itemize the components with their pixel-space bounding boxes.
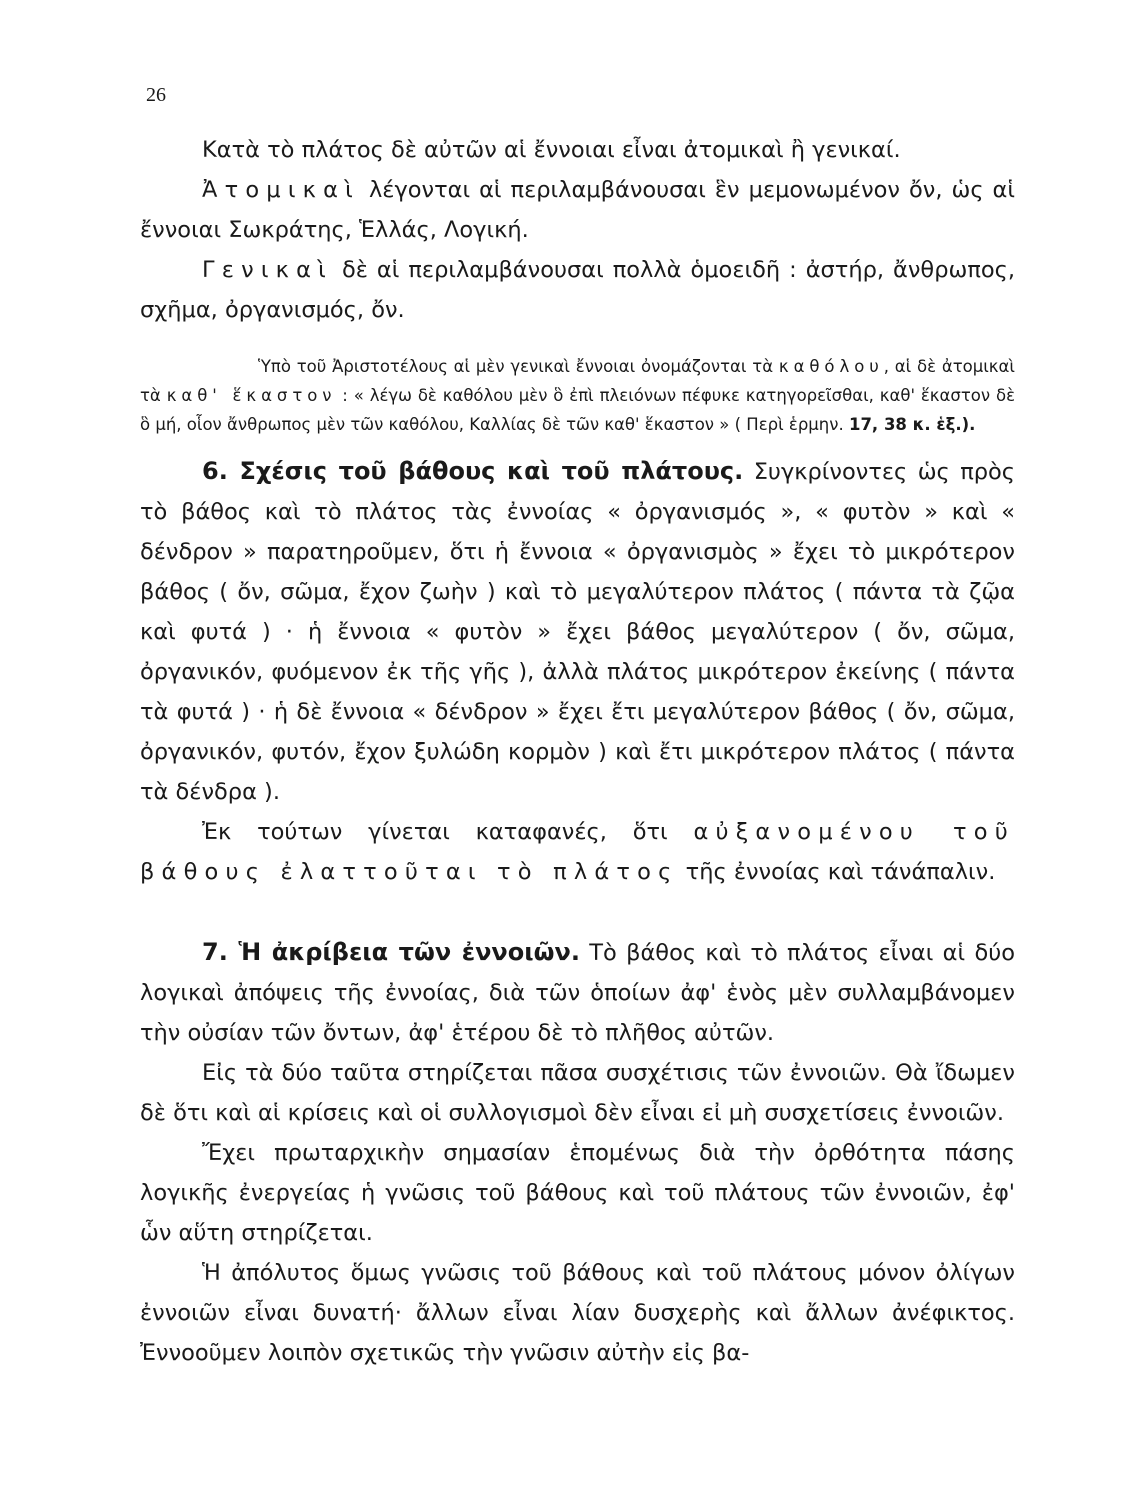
term-individual: Ἀτομικαὶ bbox=[202, 177, 360, 203]
note-text-3: : « λέγω δὲ καθόλου μὲν ὃ ἐπὶ πλειόνων πέφυκε κατηγορεῖσθαι, καθ' ἕκαστον δὲ ὃ μή, οἷον ἄνθρωπος μὲν τῶν καθόλου, Καλλίας δὲ τῶν καθ' ἕκαστον » ( Περὶ ἑρμην. bbox=[140, 386, 1015, 434]
section-7-heading: 7. Ἡ ἀκρίβεια τῶν ἐννοιῶν. bbox=[202, 938, 580, 966]
section-7 bbox=[140, 932, 1015, 1053]
paragraph-importance: Ἔχει πρωταρχικὴν σημασίαν ἑπομένως διὰ τὴν ὀρθότητα πάσης λογικῆς ἐνεργείας ἡ γνῶσις τοῦ βάθους καὶ τοῦ πλάτους τῶν ἐννοιῶν, ἐφ' ὧν αὕτη στηρίζεται. bbox=[140, 1140, 1015, 1246]
paragraph-absolute-knowledge: Ἡ ἀπόλυτος ὅμως γνῶσις τοῦ βάθους καὶ τοῦ πλάτους μόνον ὀλίγων ἐννοιῶν εἶναι δυνατή· ἄλλων εἶναι λίαν δυσχερὴς καὶ ἄλλων ἀνέφικτος. Ἐννοοῦμεν λοιπὸν σχετικῶς τὴν γνῶσιν αὐτὴν εἰς βα- bbox=[140, 1260, 1015, 1366]
conclusion-text-1: Ἐκ τούτων γίνεται καταφανές, ὅτι bbox=[202, 819, 694, 845]
paragraph-general-concepts bbox=[140, 250, 1015, 330]
page-number: 26 bbox=[146, 84, 166, 106]
note-text-1: Ὑπὸ τοῦ Ἀριστοτέλους αἱ μὲν γενικαὶ ἔννοιαι ὀνομάζονται τὰ bbox=[258, 357, 779, 376]
term-general: Γενικαὶ bbox=[202, 257, 333, 283]
section-6-text: Συγκρίνοντες ὡς πρὸς τὸ βάθος καὶ τὸ πλάτος τὰς ἐννοίας « ὀργανισμός », « φυτὸν » καὶ « δένδρον » παρατηροῦμεν, ὅτι ἡ ἔννοια « ὀργανισμὸς » ἔχει τὸ μικρότερον βάθος ( ὄν, σῶμα, ἔχον ζωὴν ) καὶ τὸ μεγαλύτερον πλάτος ( πάντα τὰ ζῷα καὶ φυτά ) · ἡ ἔννοια « φυτὸν » ἔχει βάθος μεγαλύτερον ( ὄν, σῶμα, ὀργανικόν, φυόμενον ἐκ τῆς γῆς ), ἀλλὰ πλάτος μικρότερον ἐκείνης ( πάντα τὰ φυτά ) · ἡ δὲ ἔννοια « δένδρον » ἔχει ἔτι μεγαλύτερον βάθος ( ὄν, σῶμα, ὀργανικόν, φυτόν, ἔχον ξυλώδη κορμὸν ) καὶ ἔτι μικρότερον πλάτος ( πάντα τὰ δένδρα ). bbox=[140, 459, 1015, 805]
note-aristotle bbox=[140, 352, 1015, 439]
note-term-kath-ekaston: καθ' ἕκαστον bbox=[166, 386, 337, 405]
paragraph-breadth: Κατὰ τὸ πλάτος δὲ αὐτῶν αἱ ἔννοιαι εἶναι ἀτομικαὶ ἢ γενικαί. bbox=[202, 137, 901, 163]
paragraph-general-text: δὲ αἱ περιλαμβάνουσαι πολλὰ ὁμοειδῆ : ἀστήρ, ἄνθρωπος, σχῆμα, ὀργανισμός, ὄν. bbox=[140, 257, 1015, 323]
paragraph-conclusion bbox=[140, 812, 1015, 892]
section-6-heading: 6. Σχέσις τοῦ βάθους καὶ τοῦ πλάτους. bbox=[202, 457, 744, 485]
note-term-katholou: καθόλου bbox=[778, 357, 884, 376]
section-gap bbox=[140, 892, 1015, 932]
paragraph-individual-concepts bbox=[140, 170, 1015, 250]
note-text-2: , αἱ δὲ ἀτομικαὶ τὰ bbox=[140, 357, 1015, 405]
conclusion-spaced-law: αὐξανομένου τοῦ βάθους ἐλαττοῦται τὸ πλάτος bbox=[140, 819, 1015, 885]
paragraph-individual-text: λέγονται αἱ περιλαμβάνουσαι ἓν μεμονωμένον ὄν, ὡς αἱ ἔννοιαι Σωκράτης, Ἑλλάς, Λογική. bbox=[140, 177, 1015, 243]
note-reference: 17, 38 κ. ἑξ.). bbox=[848, 415, 976, 434]
section-7-text: Τὸ βάθος καὶ τὸ πλάτος εἶναι αἱ δύο λογικαὶ ἀπόψεις τῆς ἐννοίας, διὰ τῶν ὁποίων ἀφ' ἑνὸς μὲν συλλαμβάνομεν τὴν οὐσίαν τῶν ὄντων, ἀφ' ἑτέρου δὲ τὸ πλῆθος αὐτῶν. bbox=[140, 940, 1015, 1046]
paragraph-correlation: Εἰς τὰ δύο ταῦτα στηρίζεται πᾶσα συσχέτισις τῶν ἐννοιῶν. Θὰ ἴδωμεν δὲ ὅτι καὶ αἱ κρίσεις καὶ οἱ συλλογισμοὶ δὲν εἶναι εἰ μὴ συσχετίσεις ἐννοιῶν. bbox=[140, 1060, 1015, 1126]
section-6 bbox=[140, 451, 1015, 812]
page-body bbox=[140, 130, 1015, 1373]
conclusion-text-2: τῆς ἐννοίας καὶ τάνάπαλιν. bbox=[678, 859, 996, 885]
